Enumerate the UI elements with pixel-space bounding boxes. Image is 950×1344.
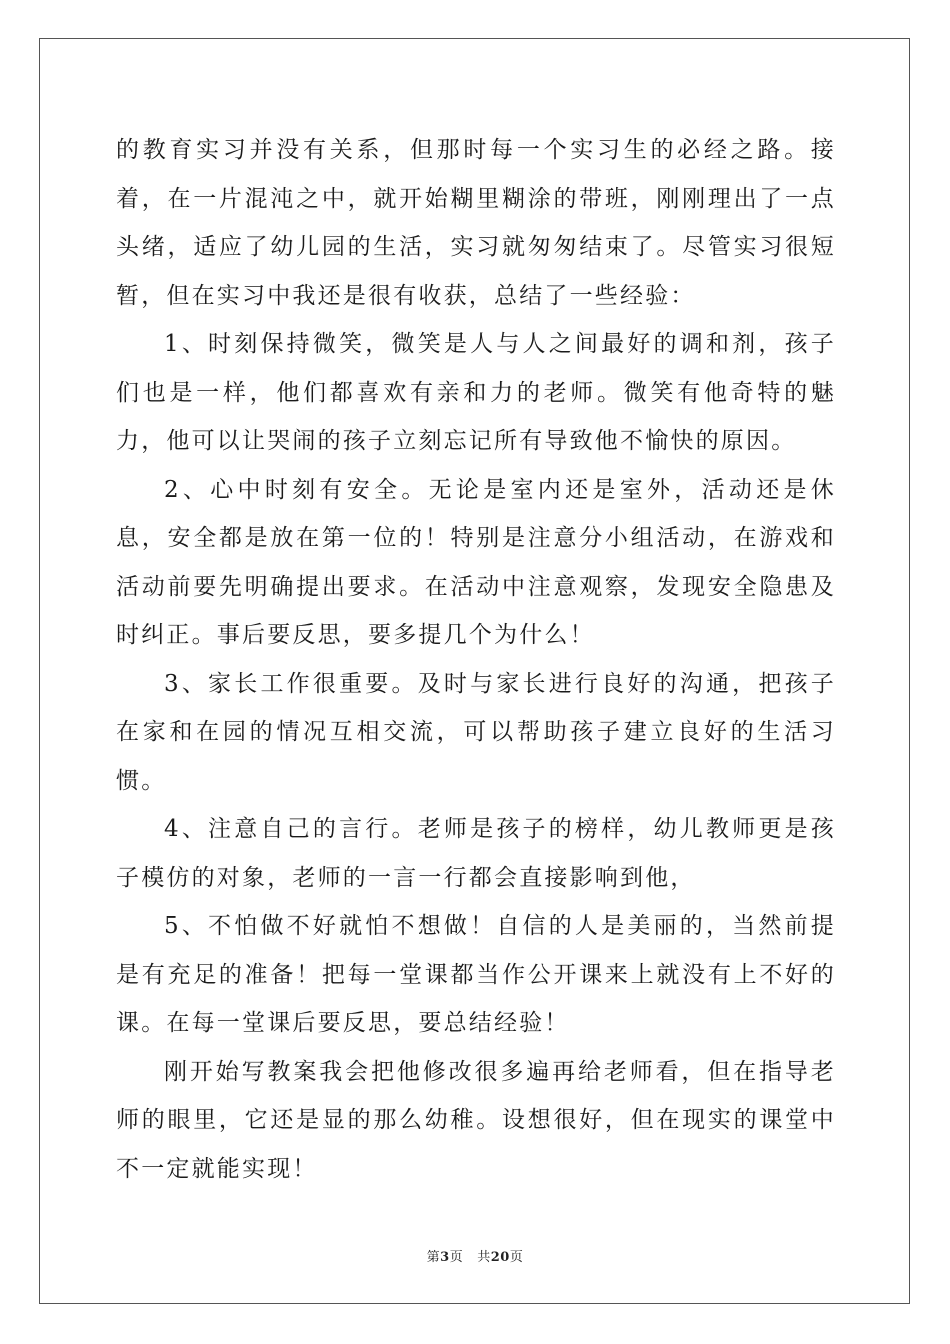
paragraph-item-3: 3、家长工作很重要。及时与家长进行良好的沟通，把孩子在家和在园的情况互相交流，可以帮助孩子建立良好的生活习惯。	[116, 670, 836, 794]
paragraph-item-2: 2、心中时刻有安全。无论是室内还是室外，活动还是休息，安全都是放在第一位的！特别是注意分小组活动，在游戏和活动前要先明确提出要求。在活动中注意观察，发现安全隐患及时纠正。事后要反思，要多提几个为什么！	[116, 476, 836, 648]
paragraph-item-1: 1、时刻保持微笑，微笑是人与人之间最好的调和剂，孩子们也是一样，他们都喜欢有亲和力的老师。微笑有他奇特的魅力，他可以让哭闹的孩子立刻忘记所有导致他不愉快的原因。	[116, 331, 836, 454]
total-pages-number: 20	[490, 1250, 510, 1265]
total-suffix: 页	[509, 1250, 524, 1265]
paragraph-item-5: 5、不怕做不好就怕不想做！自信的人是美丽的，当然前提是有充足的准备！把每一堂课都当作公开课来上就没有上不好的课。在每一堂课后要反思，要总结经验！	[116, 913, 836, 1036]
paragraph-item-4: 4、注意自己的言行。老师是孩子的榜样，幼儿教师更是孩子模仿的对象，老师的一言一行都会直接影响到他，	[116, 816, 836, 891]
document-body	[116, 126, 836, 1193]
paragraph-intro: 的教育实习并没有关系，但那时每一个实习生的必经之路。接着，在一片混沌之中，就开始糊里糊涂的带班，刚刚理出了一点头绪，适应了幼儿园的生活，实习就匆匆结束了。尽管实习很短暂，但在实习中我还是很有收获，总结了一些经验：	[116, 137, 836, 309]
page-prefix: 第	[426, 1250, 441, 1265]
current-page-number: 3	[440, 1250, 450, 1265]
page-footer	[0, 1246, 950, 1265]
total-prefix: 共	[477, 1250, 491, 1265]
page-suffix: 页	[449, 1250, 464, 1265]
paragraph-closing: 刚开始写教案我会把他修改很多遍再给老师看，但在指导老师的眼里，它还是显的那么幼稚。设想很好，但在现实的课堂中不一定就能实现！	[116, 1058, 836, 1182]
